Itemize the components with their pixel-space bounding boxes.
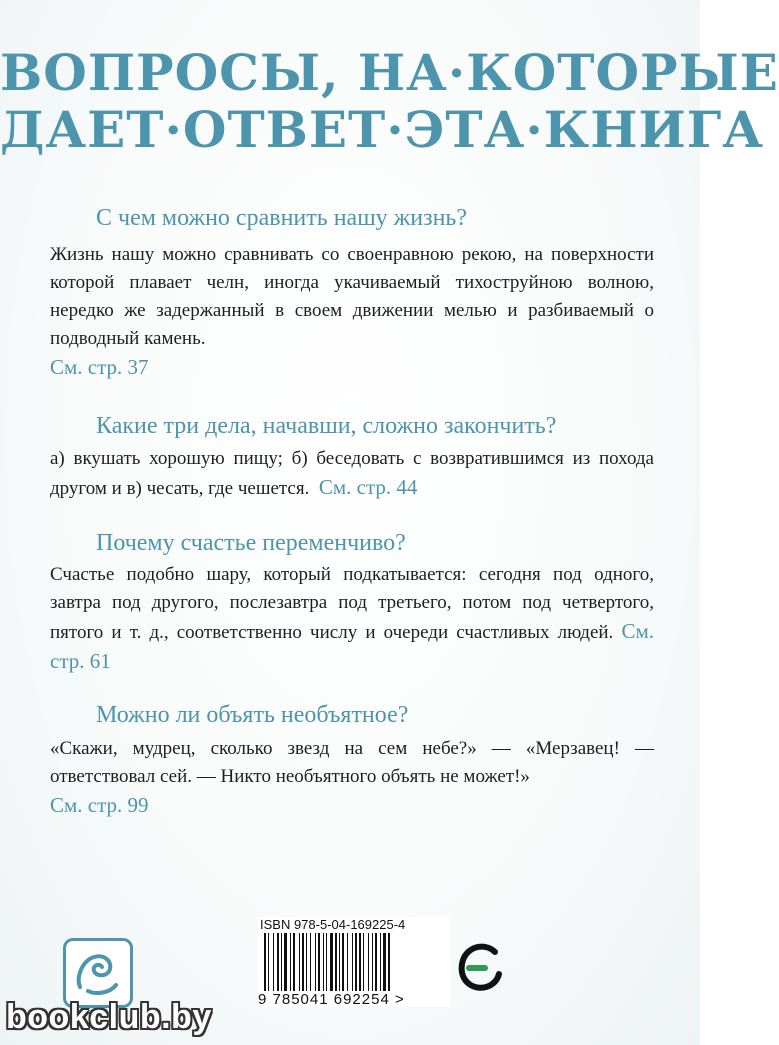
question-1: С чем можно сравнить нашу жизнь? bbox=[96, 205, 468, 231]
answer-2 bbox=[50, 445, 654, 503]
question-4: Можно ли объять необъятное? bbox=[96, 702, 409, 728]
answer-4 bbox=[50, 735, 654, 821]
barcode bbox=[258, 917, 450, 1007]
page-ref-2: См. стр. 44 bbox=[318, 475, 418, 499]
barcode-digits: 9 785041 692254 > bbox=[258, 991, 405, 1008]
page-ref-3: См. стр. 61 bbox=[50, 619, 654, 673]
isbn-number: ISBN 978-5-04-169225-4 bbox=[260, 917, 406, 932]
answer-4-text: «Скажи, мудрец, сколько звезд на сем небе?» — «Мерзавец! — ответствовал сей. — Никто необъятного объять не может!» bbox=[50, 738, 654, 787]
page-ref-1: См. стр. 37 bbox=[50, 355, 149, 379]
answer-3 bbox=[50, 561, 654, 677]
page-ref-4: См. стр. 99 bbox=[50, 793, 149, 817]
barcode-bars bbox=[264, 933, 444, 991]
site-watermark: bookclub.by bbox=[6, 998, 212, 1036]
question-3: Почему счастье переменчиво? bbox=[96, 530, 406, 556]
answer-2-text: а) вкушать хорошую пищу; б) беседовать с возвратившимся из похода другом и в) чесать, где чешется. bbox=[50, 448, 654, 499]
answer-1-text: Жизнь нашу можно сравнивать со своенравною рекою, на поверхности которой плавает челн, иногда укачиваемый тихоструйною волною, нередко же задержанный в своем движении мелью и разбиваемый о подводный камень. bbox=[50, 244, 654, 349]
publisher-logo-icon bbox=[455, 938, 505, 998]
title-line-1: ВОПРОСЫ, НА·КОТОРЫЕ bbox=[0, 43, 779, 102]
answer-3-text: Счастье подобно шару, который подкатывается: сегодня под одного, завтра под другого, послезавтра под третьего, потом под четвертого, пятого и т. д., соответственно числу и очереди счастливых людей. bbox=[50, 564, 654, 643]
title-line-2: ДАЕТ·ОТВЕТ·ЭТА·КНИГА bbox=[0, 100, 764, 159]
answer-1 bbox=[50, 241, 654, 383]
question-2: Какие три дела, начавши, сложно закончить? bbox=[96, 413, 557, 439]
